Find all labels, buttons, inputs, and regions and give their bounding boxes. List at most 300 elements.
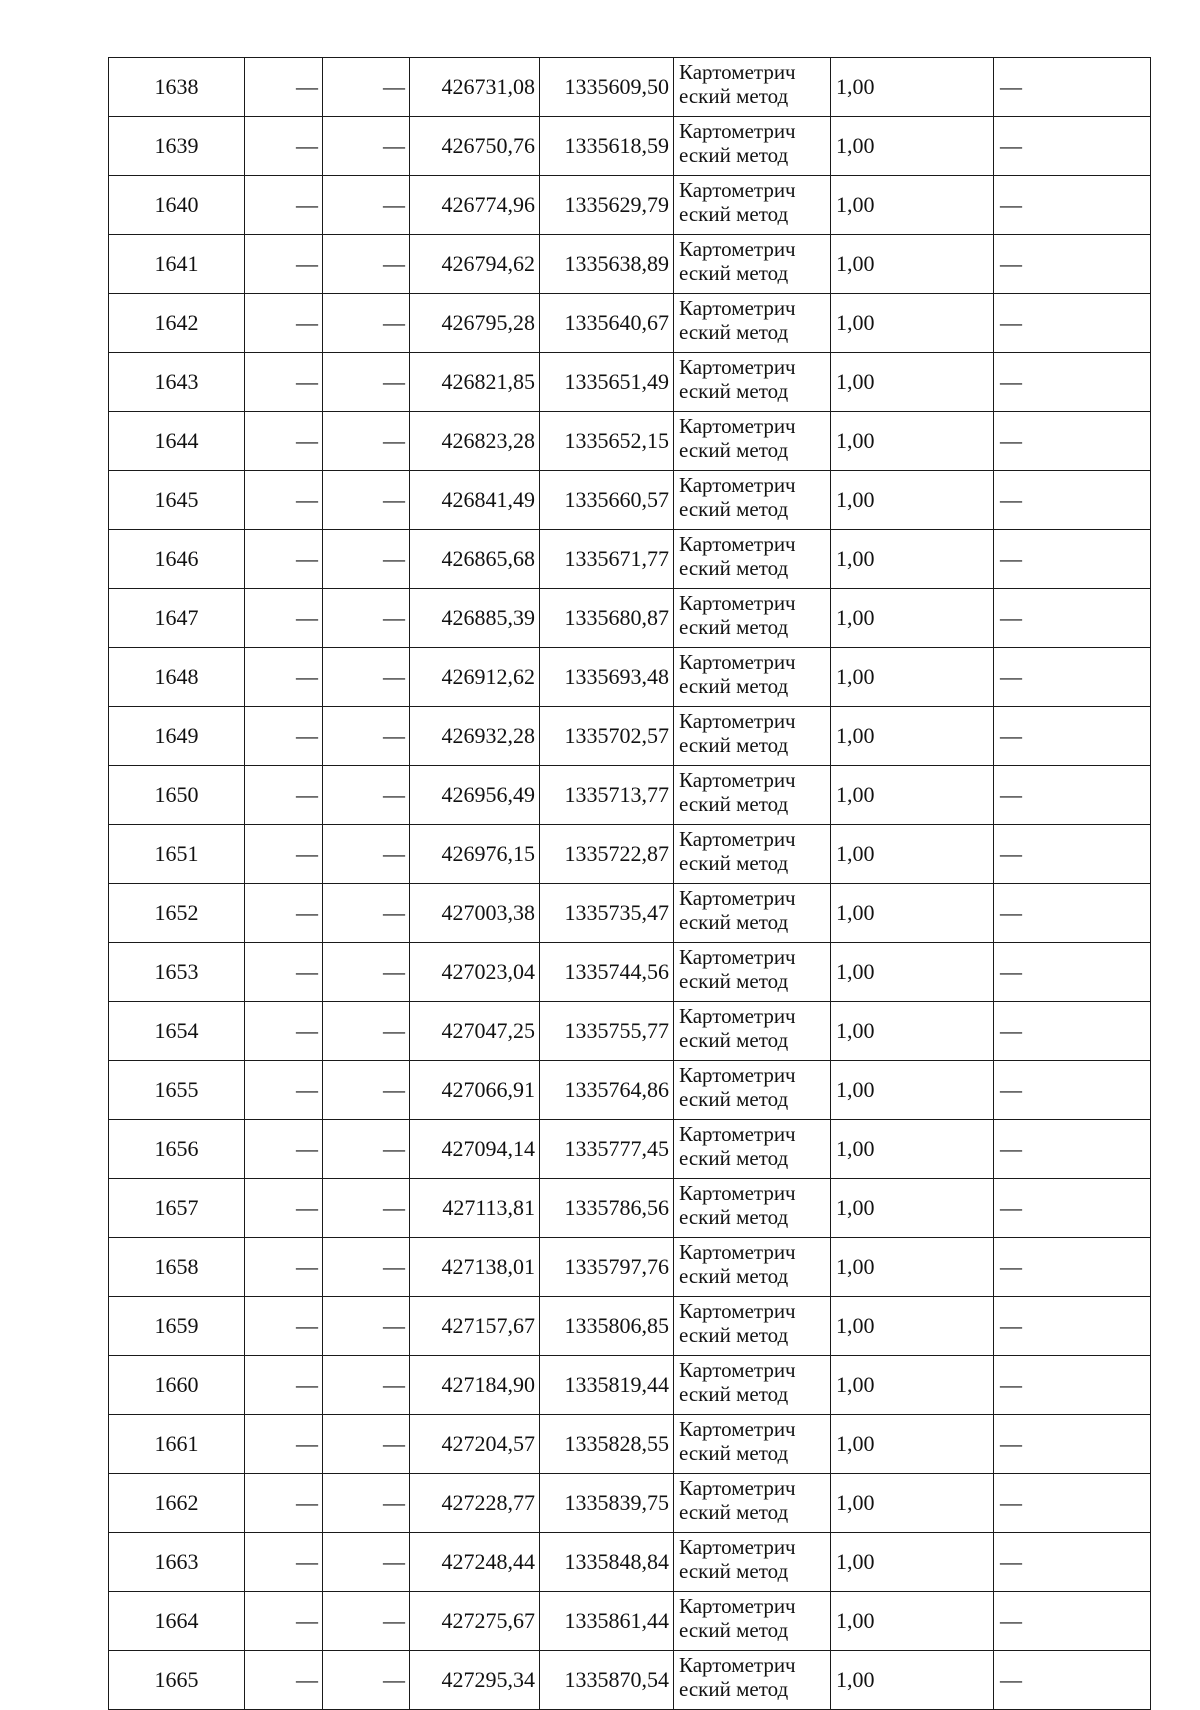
method-line: Картометрич <box>679 1653 796 1677</box>
description-cell: — <box>994 117 1151 176</box>
coord-x-cell: 427157,67 <box>410 1297 540 1356</box>
coord-x-cell: 427094,14 <box>410 1120 540 1179</box>
table-row <box>109 589 1151 648</box>
table-row <box>109 412 1151 471</box>
old-y-cell: — <box>323 235 410 294</box>
table-row <box>109 1415 1151 1474</box>
method-line: еский метод <box>679 202 789 226</box>
accuracy-cell: 1,00 <box>831 1297 994 1356</box>
coord-y-cell: 1335693,48 <box>540 648 674 707</box>
method-cell <box>674 943 831 1002</box>
method-line: еский метод <box>679 556 789 580</box>
method-cell <box>674 766 831 825</box>
coord-y-cell: 1335680,87 <box>540 589 674 648</box>
coord-x-cell: 427138,01 <box>410 1238 540 1297</box>
old-x-cell: — <box>245 1297 323 1356</box>
description-cell: — <box>994 1356 1151 1415</box>
method-cell <box>674 1238 831 1297</box>
coord-x-cell: 427275,67 <box>410 1592 540 1651</box>
coord-x-cell: 427184,90 <box>410 1356 540 1415</box>
method-line: Картометрич <box>679 768 796 792</box>
method-line: Картометрич <box>679 886 796 910</box>
method-line: Картометрич <box>679 1240 796 1264</box>
coord-y-cell: 1335651,49 <box>540 353 674 412</box>
method-cell <box>674 1120 831 1179</box>
old-y-cell: — <box>323 1120 410 1179</box>
method-line: Картометрич <box>679 827 796 851</box>
table-row <box>109 1592 1151 1651</box>
description-cell: — <box>994 884 1151 943</box>
method-cell <box>674 1415 831 1474</box>
method-line: Картометрич <box>679 650 796 674</box>
old-x-cell: — <box>245 943 323 1002</box>
accuracy-cell: 1,00 <box>831 1415 994 1474</box>
point-number-cell: 1662 <box>109 1474 245 1533</box>
old-x-cell: — <box>245 117 323 176</box>
coord-x-cell: 426795,28 <box>410 294 540 353</box>
method-cell <box>674 235 831 294</box>
coord-x-cell: 426794,62 <box>410 235 540 294</box>
point-number-cell: 1664 <box>109 1592 245 1651</box>
coord-x-cell: 426912,62 <box>410 648 540 707</box>
accuracy-cell: 1,00 <box>831 58 994 117</box>
coord-y-cell: 1335806,85 <box>540 1297 674 1356</box>
description-cell: — <box>994 1415 1151 1474</box>
accuracy-cell: 1,00 <box>831 766 994 825</box>
method-cell <box>674 1002 831 1061</box>
method-line: еский метод <box>679 143 789 167</box>
old-y-cell: — <box>323 707 410 766</box>
description-cell: — <box>994 1238 1151 1297</box>
coord-y-cell: 1335786,56 <box>540 1179 674 1238</box>
method-cell <box>674 1651 831 1710</box>
description-cell: — <box>994 530 1151 589</box>
old-x-cell: — <box>245 1533 323 1592</box>
accuracy-cell: 1,00 <box>831 1474 994 1533</box>
old-x-cell: — <box>245 58 323 117</box>
accuracy-cell: 1,00 <box>831 707 994 766</box>
coord-y-cell: 1335744,56 <box>540 943 674 1002</box>
coord-y-cell: 1335618,59 <box>540 117 674 176</box>
method-line: Картометрич <box>679 532 796 556</box>
method-line: Картометрич <box>679 1594 796 1618</box>
coordinates-table <box>108 57 1151 1710</box>
table-row <box>109 943 1151 1002</box>
method-line: Картометрич <box>679 414 796 438</box>
old-x-cell: — <box>245 294 323 353</box>
point-number-cell: 1646 <box>109 530 245 589</box>
method-line: Картометрич <box>679 1063 796 1087</box>
table-row <box>109 825 1151 884</box>
coord-y-cell: 1335702,57 <box>540 707 674 766</box>
coord-x-cell: 427228,77 <box>410 1474 540 1533</box>
method-line: Картометрич <box>679 355 796 379</box>
coord-x-cell: 427295,34 <box>410 1651 540 1710</box>
coord-y-cell: 1335671,77 <box>540 530 674 589</box>
method-line: Картометрич <box>679 473 796 497</box>
description-cell: — <box>994 1297 1151 1356</box>
point-number-cell: 1644 <box>109 412 245 471</box>
old-x-cell: — <box>245 1651 323 1710</box>
method-cell <box>674 471 831 530</box>
coord-x-cell: 427023,04 <box>410 943 540 1002</box>
point-number-cell: 1661 <box>109 1415 245 1474</box>
method-line: еский метод <box>679 910 789 934</box>
method-line: Картометрич <box>679 1122 796 1146</box>
old-x-cell: — <box>245 1415 323 1474</box>
description-cell: — <box>994 1061 1151 1120</box>
old-x-cell: — <box>245 1002 323 1061</box>
old-x-cell: — <box>245 176 323 235</box>
old-x-cell: — <box>245 530 323 589</box>
coord-x-cell: 427204,57 <box>410 1415 540 1474</box>
coord-x-cell: 426731,08 <box>410 58 540 117</box>
old-x-cell: — <box>245 884 323 943</box>
coord-y-cell: 1335722,87 <box>540 825 674 884</box>
coord-y-cell: 1335713,77 <box>540 766 674 825</box>
method-cell <box>674 648 831 707</box>
coord-y-cell: 1335640,67 <box>540 294 674 353</box>
coord-x-cell: 426865,68 <box>410 530 540 589</box>
point-number-cell: 1638 <box>109 58 245 117</box>
method-line: еский метод <box>679 1264 789 1288</box>
method-line: еский метод <box>679 1028 789 1052</box>
table-row <box>109 1356 1151 1415</box>
method-line: еский метод <box>679 379 789 403</box>
coord-y-cell: 1335764,86 <box>540 1061 674 1120</box>
method-line: еский метод <box>679 1087 789 1111</box>
method-cell <box>674 1356 831 1415</box>
accuracy-cell: 1,00 <box>831 294 994 353</box>
table-row <box>109 884 1151 943</box>
point-number-cell: 1656 <box>109 1120 245 1179</box>
accuracy-cell: 1,00 <box>831 117 994 176</box>
description-cell: — <box>994 1592 1151 1651</box>
method-line: Картометрич <box>679 709 796 733</box>
coord-y-cell: 1335861,44 <box>540 1592 674 1651</box>
point-number-cell: 1663 <box>109 1533 245 1592</box>
method-cell <box>674 1179 831 1238</box>
method-cell <box>674 294 831 353</box>
point-number-cell: 1651 <box>109 825 245 884</box>
coord-y-cell: 1335755,77 <box>540 1002 674 1061</box>
method-cell <box>674 530 831 589</box>
old-y-cell: — <box>323 1238 410 1297</box>
accuracy-cell: 1,00 <box>831 412 994 471</box>
method-cell <box>674 1061 831 1120</box>
point-number-cell: 1640 <box>109 176 245 235</box>
point-number-cell: 1652 <box>109 884 245 943</box>
accuracy-cell: 1,00 <box>831 1533 994 1592</box>
coord-y-cell: 1335870,54 <box>540 1651 674 1710</box>
accuracy-cell: 1,00 <box>831 353 994 412</box>
description-cell: — <box>994 58 1151 117</box>
old-x-cell: — <box>245 589 323 648</box>
accuracy-cell: 1,00 <box>831 1356 994 1415</box>
method-line: еский метод <box>679 84 789 108</box>
old-x-cell: — <box>245 1120 323 1179</box>
description-cell: — <box>994 235 1151 294</box>
table-row <box>109 235 1151 294</box>
coord-x-cell: 427066,91 <box>410 1061 540 1120</box>
method-line: Картометрич <box>679 1535 796 1559</box>
old-y-cell: — <box>323 1356 410 1415</box>
coord-x-cell: 427003,38 <box>410 884 540 943</box>
old-x-cell: — <box>245 412 323 471</box>
method-line: Картометрич <box>679 1004 796 1028</box>
table-row <box>109 58 1151 117</box>
coord-x-cell: 426956,49 <box>410 766 540 825</box>
method-line: еский метод <box>679 1323 789 1347</box>
description-cell: — <box>994 294 1151 353</box>
coord-y-cell: 1335652,15 <box>540 412 674 471</box>
old-y-cell: — <box>323 1533 410 1592</box>
table-row <box>109 176 1151 235</box>
point-number-cell: 1641 <box>109 235 245 294</box>
description-cell: — <box>994 1651 1151 1710</box>
coord-y-cell: 1335819,44 <box>540 1356 674 1415</box>
method-line: еский метод <box>679 1441 789 1465</box>
point-number-cell: 1655 <box>109 1061 245 1120</box>
accuracy-cell: 1,00 <box>831 176 994 235</box>
old-x-cell: — <box>245 648 323 707</box>
description-cell: — <box>994 1179 1151 1238</box>
method-line: еский метод <box>679 497 789 521</box>
coord-x-cell: 427248,44 <box>410 1533 540 1592</box>
description-cell: — <box>994 648 1151 707</box>
point-number-cell: 1645 <box>109 471 245 530</box>
table-body <box>109 58 1151 1710</box>
old-x-cell: — <box>245 1238 323 1297</box>
method-line: Картометрич <box>679 591 796 615</box>
point-number-cell: 1639 <box>109 117 245 176</box>
method-cell <box>674 412 831 471</box>
description-cell: — <box>994 1120 1151 1179</box>
method-line: еский метод <box>679 1500 789 1524</box>
table-row <box>109 1651 1151 1710</box>
description-cell: — <box>994 1533 1151 1592</box>
old-y-cell: — <box>323 1179 410 1238</box>
table-row <box>109 353 1151 412</box>
old-y-cell: — <box>323 530 410 589</box>
method-line: Картометрич <box>679 1299 796 1323</box>
coord-x-cell: 426750,76 <box>410 117 540 176</box>
point-number-cell: 1659 <box>109 1297 245 1356</box>
old-y-cell: — <box>323 648 410 707</box>
accuracy-cell: 1,00 <box>831 825 994 884</box>
method-cell <box>674 117 831 176</box>
method-cell <box>674 353 831 412</box>
coord-x-cell: 427113,81 <box>410 1179 540 1238</box>
accuracy-cell: 1,00 <box>831 471 994 530</box>
old-y-cell: — <box>323 589 410 648</box>
coord-x-cell: 427047,25 <box>410 1002 540 1061</box>
coord-x-cell: 426932,28 <box>410 707 540 766</box>
old-y-cell: — <box>323 884 410 943</box>
method-cell <box>674 176 831 235</box>
coord-y-cell: 1335848,84 <box>540 1533 674 1592</box>
coord-x-cell: 426823,28 <box>410 412 540 471</box>
old-y-cell: — <box>323 1651 410 1710</box>
coord-y-cell: 1335839,75 <box>540 1474 674 1533</box>
old-x-cell: — <box>245 1061 323 1120</box>
method-line: еский метод <box>679 438 789 462</box>
coord-x-cell: 426841,49 <box>410 471 540 530</box>
old-y-cell: — <box>323 412 410 471</box>
point-number-cell: 1665 <box>109 1651 245 1710</box>
point-number-cell: 1654 <box>109 1002 245 1061</box>
method-cell <box>674 1592 831 1651</box>
method-line: еский метод <box>679 1205 789 1229</box>
coord-x-cell: 426976,15 <box>410 825 540 884</box>
description-cell: — <box>994 176 1151 235</box>
method-cell <box>674 825 831 884</box>
method-line: еский метод <box>679 674 789 698</box>
accuracy-cell: 1,00 <box>831 1592 994 1651</box>
coord-y-cell: 1335638,89 <box>540 235 674 294</box>
old-y-cell: — <box>323 176 410 235</box>
table-row <box>109 294 1151 353</box>
point-number-cell: 1650 <box>109 766 245 825</box>
old-y-cell: — <box>323 353 410 412</box>
old-x-cell: — <box>245 1474 323 1533</box>
method-line: еский метод <box>679 261 789 285</box>
old-x-cell: — <box>245 766 323 825</box>
table-row <box>109 1297 1151 1356</box>
old-x-cell: — <box>245 1179 323 1238</box>
accuracy-cell: 1,00 <box>831 530 994 589</box>
accuracy-cell: 1,00 <box>831 1651 994 1710</box>
table-row <box>109 1002 1151 1061</box>
table-row <box>109 707 1151 766</box>
method-line: еский метод <box>679 1559 789 1583</box>
coord-y-cell: 1335777,45 <box>540 1120 674 1179</box>
method-line: еский метод <box>679 1382 789 1406</box>
description-cell: — <box>994 353 1151 412</box>
table-row <box>109 1179 1151 1238</box>
point-number-cell: 1653 <box>109 943 245 1002</box>
method-line: Картометрич <box>679 1476 796 1500</box>
point-number-cell: 1649 <box>109 707 245 766</box>
old-x-cell: — <box>245 1356 323 1415</box>
accuracy-cell: 1,00 <box>831 1002 994 1061</box>
table-row <box>109 117 1151 176</box>
table-row <box>109 1474 1151 1533</box>
coord-y-cell: 1335629,79 <box>540 176 674 235</box>
method-cell <box>674 1474 831 1533</box>
method-line: Картометрич <box>679 60 796 84</box>
method-cell <box>674 58 831 117</box>
method-line: еский метод <box>679 1677 789 1701</box>
accuracy-cell: 1,00 <box>831 1238 994 1297</box>
old-y-cell: — <box>323 58 410 117</box>
table-row <box>109 766 1151 825</box>
description-cell: — <box>994 1002 1151 1061</box>
method-line: Картометрич <box>679 237 796 261</box>
old-x-cell: — <box>245 235 323 294</box>
description-cell: — <box>994 412 1151 471</box>
old-y-cell: — <box>323 1297 410 1356</box>
table-row <box>109 648 1151 707</box>
point-number-cell: 1648 <box>109 648 245 707</box>
old-y-cell: — <box>323 1061 410 1120</box>
point-number-cell: 1657 <box>109 1179 245 1238</box>
method-line: еский метод <box>679 792 789 816</box>
old-x-cell: — <box>245 825 323 884</box>
old-y-cell: — <box>323 1592 410 1651</box>
method-line: еский метод <box>679 1146 789 1170</box>
point-number-cell: 1642 <box>109 294 245 353</box>
method-line: Картометрич <box>679 119 796 143</box>
method-cell <box>674 589 831 648</box>
method-cell <box>674 1533 831 1592</box>
table-row <box>109 1238 1151 1297</box>
old-x-cell: — <box>245 353 323 412</box>
old-y-cell: — <box>323 1002 410 1061</box>
description-cell: — <box>994 943 1151 1002</box>
method-line: еский метод <box>679 320 789 344</box>
point-number-cell: 1660 <box>109 1356 245 1415</box>
old-y-cell: — <box>323 294 410 353</box>
point-number-cell: 1643 <box>109 353 245 412</box>
table-row <box>109 1061 1151 1120</box>
old-y-cell: — <box>323 117 410 176</box>
method-cell <box>674 884 831 943</box>
old-x-cell: — <box>245 707 323 766</box>
point-number-cell: 1647 <box>109 589 245 648</box>
description-cell: — <box>994 825 1151 884</box>
old-y-cell: — <box>323 766 410 825</box>
method-line: еский метод <box>679 615 789 639</box>
method-line: Картометрич <box>679 1358 796 1382</box>
coord-y-cell: 1335660,57 <box>540 471 674 530</box>
old-y-cell: — <box>323 1474 410 1533</box>
method-line: Картометрич <box>679 1417 796 1441</box>
coord-x-cell: 426774,96 <box>410 176 540 235</box>
coord-y-cell: 1335828,55 <box>540 1415 674 1474</box>
description-cell: — <box>994 471 1151 530</box>
coord-x-cell: 426885,39 <box>410 589 540 648</box>
coord-y-cell: 1335609,50 <box>540 58 674 117</box>
table-row <box>109 530 1151 589</box>
method-line: Картометрич <box>679 178 796 202</box>
accuracy-cell: 1,00 <box>831 1061 994 1120</box>
old-x-cell: — <box>245 471 323 530</box>
coord-y-cell: 1335735,47 <box>540 884 674 943</box>
old-x-cell: — <box>245 1592 323 1651</box>
accuracy-cell: 1,00 <box>831 235 994 294</box>
description-cell: — <box>994 766 1151 825</box>
accuracy-cell: 1,00 <box>831 943 994 1002</box>
accuracy-cell: 1,00 <box>831 648 994 707</box>
accuracy-cell: 1,00 <box>831 589 994 648</box>
accuracy-cell: 1,00 <box>831 1120 994 1179</box>
accuracy-cell: 1,00 <box>831 884 994 943</box>
method-line: еский метод <box>679 969 789 993</box>
old-y-cell: — <box>323 825 410 884</box>
table-row <box>109 1120 1151 1179</box>
old-y-cell: — <box>323 471 410 530</box>
method-line: Картометрич <box>679 945 796 969</box>
table-row <box>109 471 1151 530</box>
method-cell <box>674 1297 831 1356</box>
table-row <box>109 1533 1151 1592</box>
method-line: еский метод <box>679 1618 789 1642</box>
old-y-cell: — <box>323 1415 410 1474</box>
method-cell <box>674 707 831 766</box>
method-line: еский метод <box>679 851 789 875</box>
coord-x-cell: 426821,85 <box>410 353 540 412</box>
